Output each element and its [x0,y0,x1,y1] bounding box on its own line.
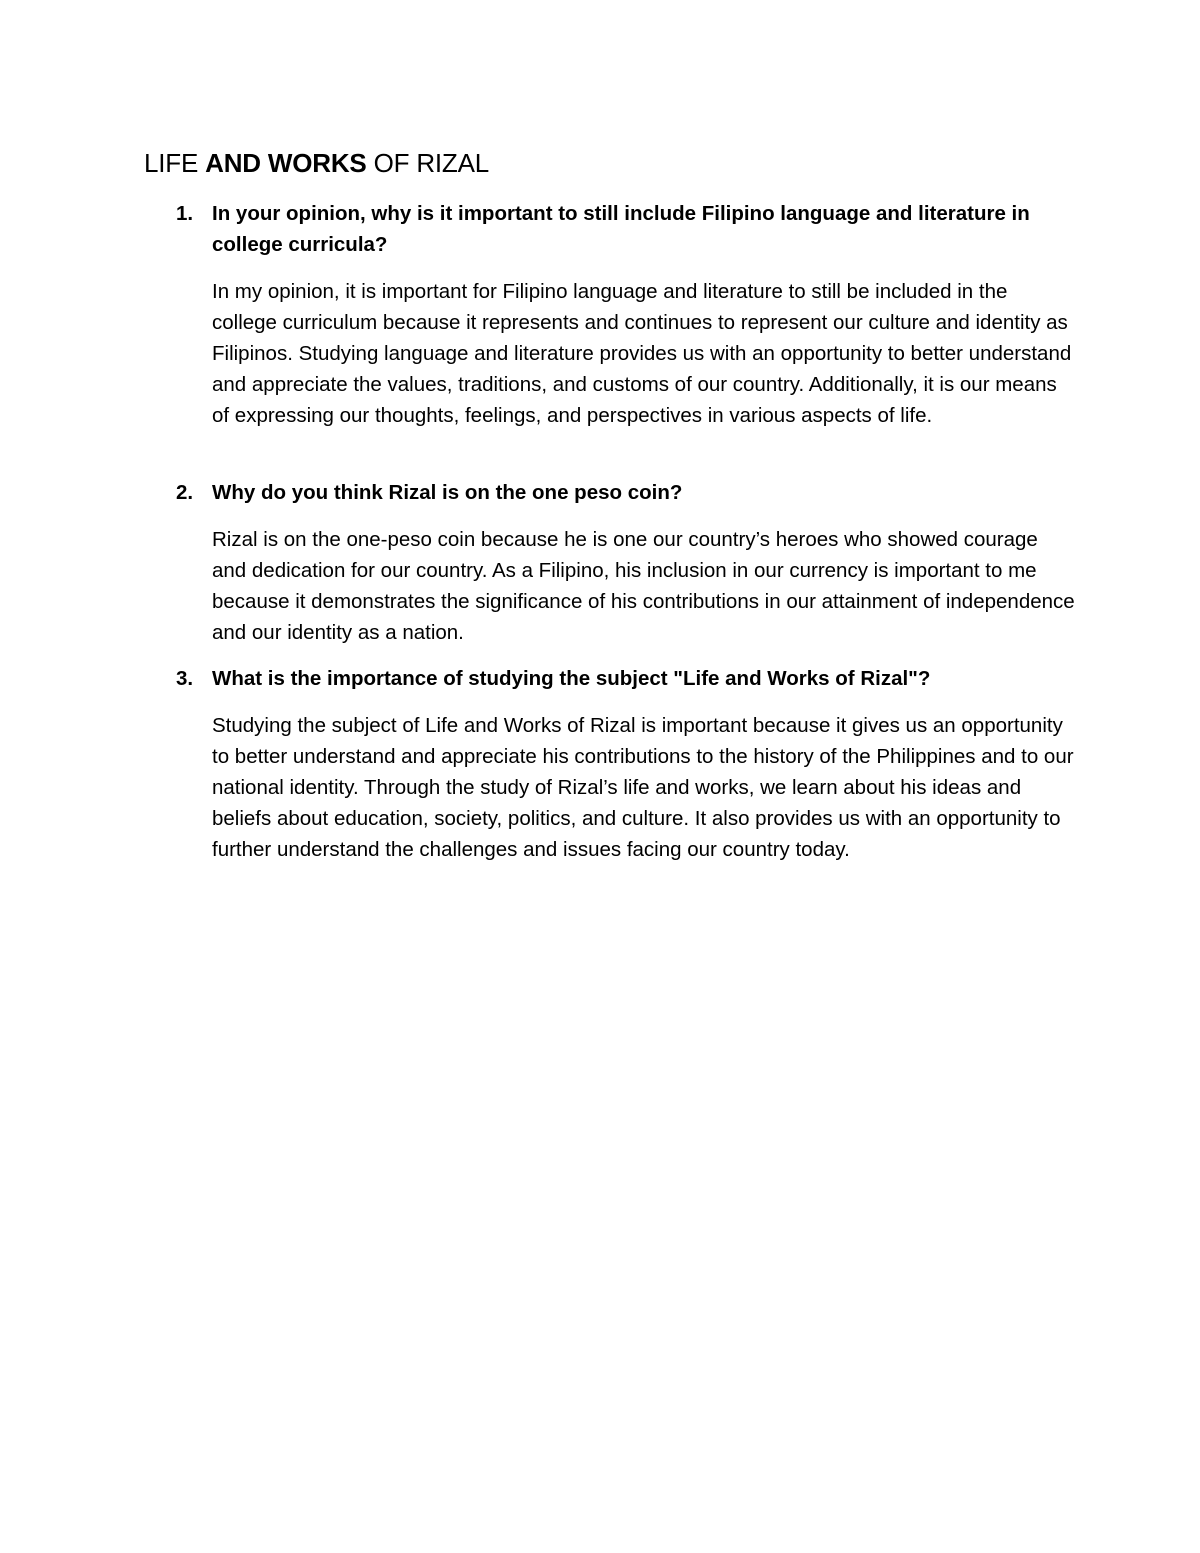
question-number-1: 1. [176,202,194,225]
answer-2: Rizal is on the one-peso coin because he is one our country’s heroes who showed courage and dedication for our country. As a Filipino, his inclusion in our currency is important to me because it demonstrates the significance of his contributions in our attainment of independence and our identity as a nation. [212,528,1075,644]
question-text-3: What is the importance of studying the subject "Life and Works of Rizal"? [212,667,931,690]
question-3 [176,663,1076,694]
question-number-2: 2. [176,481,194,504]
question-text-2: Why do you think Rizal is on the one peso coin? [212,481,683,504]
title-part-and-works: AND WORKS [205,148,367,178]
document-title [144,146,489,180]
answer-3: Studying the subject of Life and Works of Rizal is important because it gives us an opportunity to better understand and appreciate his contributions to the history of the Philippines and to our national identity. Through the study of Rizal’s life and works, we learn about his ideas and beliefs about education, society, politics, and culture. It also provides us with an opportunity to further understand the challenges and issues facing our country today. [212,714,1074,861]
question-item-1 [176,198,1076,431]
question-1 [176,198,1076,260]
question-item-3 [176,663,1076,865]
question-text-1: In your opinion, why is it important to still include Filipino language and literature in college curricula? [212,202,1030,256]
answer-1: In my opinion, it is important for Filipino language and literature to still be included in the college curriculum because it represents and continues to represent our culture and identity as Filipinos. Studying language and literature provides us with an opportunity to better understand and appreciate the values, traditions, and customs of our country. Additionally, it is our means of expressing our thoughts, feelings, and perspectives in various aspects of life. [212,280,1072,427]
question-2 [176,477,1076,508]
question-item-2 [176,477,1076,648]
title-part-life: LIFE [144,148,206,178]
question-number-3: 3. [176,667,194,690]
title-part-of-rizal: OF RIZAL [366,148,489,178]
